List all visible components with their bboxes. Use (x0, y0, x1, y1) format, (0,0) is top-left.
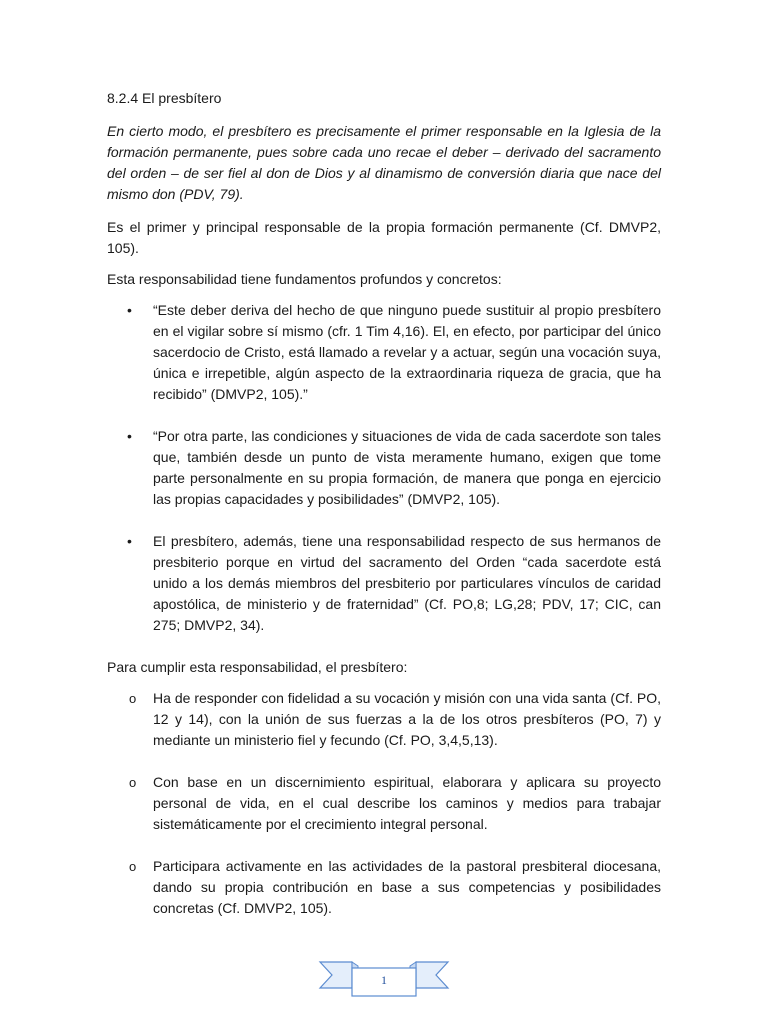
page-number-ribbon (318, 958, 450, 998)
bullet-item (107, 531, 661, 636)
bullet-text: El presbítero, además, tiene una responsabilidad respecto de sus hermanos de presbiterio porque en virtud del sacramento del Orden “cada sacerdote está unido a los demás miembros del presbiterio por particulares vínculos de caridad apostólica, de ministerio y de fraternidad” (Cf. PO,8; LG,28; PDV, 17; CIC, can 275; DMVP2, 34). (153, 533, 661, 633)
circle-marker: o (129, 859, 137, 874)
circle-item (107, 688, 661, 751)
circle-text: Con base en un discernimiento espiritual, elaborara y aplicara su proyecto personal de vida, en el cual describe los caminos y medios para trabajar sistemáticamente por el crecimiento integral personal. (153, 774, 661, 832)
bullet-marker: • (127, 428, 132, 444)
circle-item (107, 772, 661, 835)
bullet-item (107, 300, 661, 405)
bullet-text: “Este deber deriva del hecho de que ninguno puede sustituir al propio presbítero en el vigilar sobre sí mismo (cfr. 1 Tim 4,16). El, en efecto, por participar del único sacerdocio de Cristo, está llamado a revelar y a actuar, según una vocación suya, única e irrepetible, algún aspecto de la extraordinaria riqueza de gracia, que ha recibido” (DMVP2, 105).” (153, 302, 661, 402)
bullet-marker: • (127, 533, 132, 549)
circle-list (107, 688, 661, 919)
circle-text: Ha de responder con fidelidad a su vocación y misión con una vida santa (Cf. PO, 12 y 14), con la unión de sus fuerzas a la de los otros presbíteros (PO, 7) y mediante un ministerio fiel y fecundo (Cf. PO, 3,4,5,13). (153, 690, 661, 748)
section-heading: 8.2.4 El presbítero (107, 90, 222, 106)
paragraph-responsible: Es el primer y principal responsable de la propia formación permanente (Cf. DMVP2, 105). (107, 219, 661, 256)
paragraph-fulfill: Para cumplir esta responsabilidad, el presbítero: (107, 659, 408, 675)
circle-marker: o (129, 775, 137, 790)
bullet-list (107, 300, 661, 636)
page-number: 1 (381, 973, 387, 987)
bullet-item (107, 426, 661, 510)
circle-text: Participara activamente en las actividades de la pastoral presbiteral diocesana, dando su propia contribución en base a sus competencias y posibilidades concretas (Cf. DMVP2, 105). (153, 858, 661, 916)
bullet-marker: • (127, 302, 132, 318)
bullet-text: “Por otra parte, las condiciones y situaciones de vida de cada sacerdote son tales que, también desde un punto de vista meramente humano, exigen que tome parte personalmente en su propia formación, de manera que ponga en ejercicio las propias capacidades y posibilidades” (DMVP2, 105). (153, 428, 661, 507)
paragraph-foundations: Esta responsabilidad tiene fundamentos profundos y concretos: (107, 271, 502, 287)
intro-paragraph: En cierto modo, el presbítero es precisamente el primer responsable en la Iglesia de la formación permanente, pues sobre cada uno recae el deber – derivado del sacramento del orden – de ser fiel al don de Dios y al dinamismo de conversión diaria que nace del mismo don (PDV, 79). (107, 123, 661, 202)
circle-marker: o (129, 691, 137, 706)
page-content (107, 88, 661, 940)
circle-item (107, 856, 661, 919)
